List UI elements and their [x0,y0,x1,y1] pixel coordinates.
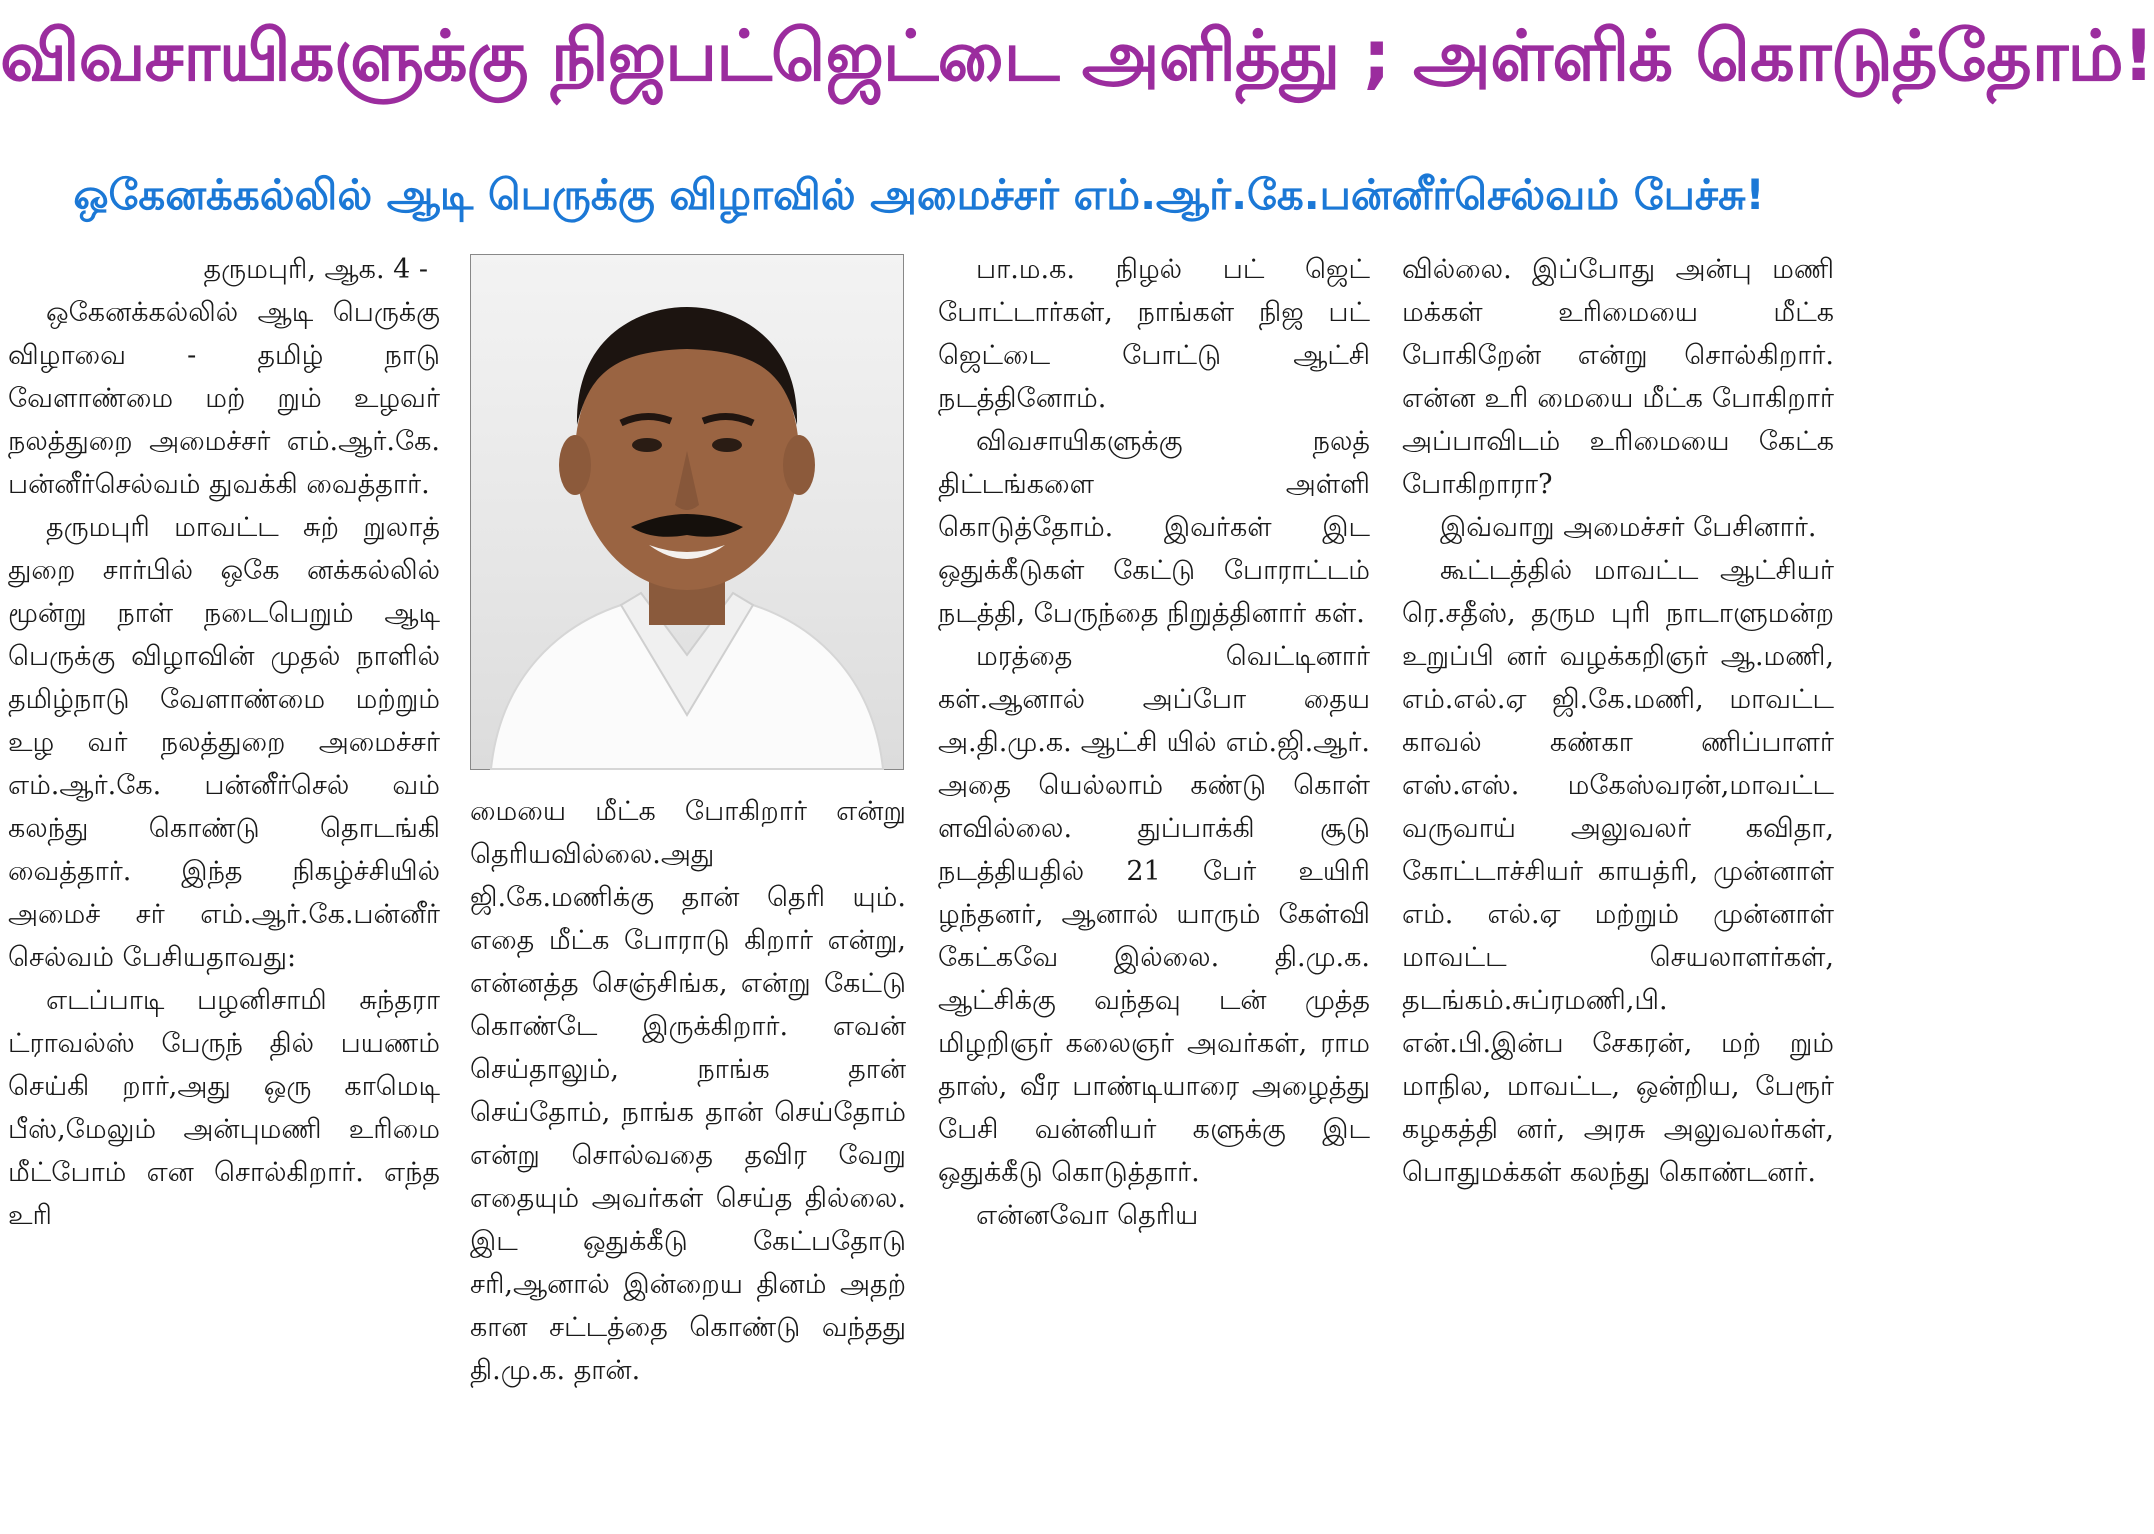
minister-photo [470,254,904,770]
paragraph: விவசாயிகளுக்கு நலத் திட்டங்களை அள்ளி கொடுத்தோம். இவர்கள் இட ஒதுக்கீடுகள் கேட்டு போராட்டம் நடத்தி, பேருந்தை நிறுத்தினார் கள். [938,426,1370,629]
headline: விவசாயிகளுக்கு நிஜபட்ஜெட்டை அளித்து ; அள்ளிக் கொடுத்தோம்! [0,15,2154,97]
article-column-1 [8,248,440,1534]
paragraph: என்னவோ தெரிய [976,1200,1199,1231]
article-column-4 [1402,248,1834,1534]
paragraph: தருமபுரி மாவட்ட சுற் றுலாத் துறை சார்பில் ஒகே னக்கல்லில் மூன்று நாள் நடைபெறும் ஆடி பெருக்கு விழாவின் முதல் நாளில் தமிழ்நாடு வேளாண்மை மற்றும் உழ வர் நலத்துறை அமைச்சர் எம்.ஆர்.கே. பன்னீர்செல் வம் கலந்து கொண்டு தொடங்கி வைத்தார். இந்த நிகழ்ச்சியில் அமைச் சர் எம்.ஆர்.கே.பன்னீர் செல்வம் பேசியதாவது: [8,512,440,973]
paragraph: மரத்தை வெட்டினார் கள்.ஆனால் அப்போ தைய அ.தி.மு.க. ஆட்சி யில் எம்.ஜி.ஆர். அதை யெல்லாம் கண்டு கொள் ளவில்லை. துப்பாக்கி சூடு நடத்தியதில் 21 பேர் உயிரி ழந்தனர், ஆனால் யாரும் கேள்வி கேட்கவே இல்லை. தி.மு.க. ஆட்சிக்கு வந்தவு டன் முத்த மிழறிஞர் கலைஞர் அவர்கள், ராம தாஸ், வீர பாண்டியாரை அழைத்து பேசி வன்னியர் களுக்கு இட ஒதுக்கீடு கொடுத்தார். [938,641,1370,1188]
paragraph: பா.ம.க. நிழல் பட் ஜெட் போட்டார்கள், நாங்கள் நிஜ பட் ஜெட்டை போட்டு ஆட்சி நடத்தினோம். [938,254,1370,414]
paragraph: ஒகேனக்கல்லில் ஆடி பெருக்கு விழாவை - தமிழ் நாடு வேளாண்மை மற் றும் உழவர் நலத்துறை அமைச்சர் எம்.ஆர்.கே. பன்னீர்செல்வம் துவக்கி வைத்தார். [8,297,440,500]
paragraph: எடப்பாடி பழனிசாமி சுந்தரா ட்ராவல்ஸ் பேருந் தில் பயணம் செய்கி றார்,அது ஒரு காமெடி பீஸ்,மேலும் அன்புமணி உரிமை மீட்போம் என சொல்கிறார். எந்த உரி [8,985,440,1231]
subheadline: ஒகேனக்கல்லில் ஆடி பெருக்கு விழாவில் அமைச்சர் எம்.ஆர்.கே.பன்னீர்செல்வம் பேச்சு! [73,170,1765,219]
dateline: தருமபுரி, ஆக. 4 - [203,254,428,285]
paragraph: மையை மீட்க போகிறார் என்று தெரியவில்லை.அது ஜி.கே.மணிக்கு தான் தெரி யும். எதை மீட்க போராடு கிறார் என்று, என்னத்த செஞ்சிங்க, என்று கேட்டு கொண்டே இருக்கிறார். எவன் செய்தாலும், நாங்க தான் செய்தோம், நாங்க தான் செய்தோம் என்று சொல்வதை தவிர வேறு எதையும் அவர்கள் செய்த தில்லை. இட ஒதுக்கீடு கேட்பதோடு சரி,ஆனால் இன்றைய தினம் அதற் கான சட்டத்தை கொண்டு வந்தது தி.மு.க. தான். [470,796,906,1386]
article-column-3 [938,248,1370,1534]
minister-portrait-icon [471,255,903,769]
paragraph: இவ்வாறு அமைச்சர் பேசினார். [1440,512,1817,543]
article-column-2 [470,790,906,1534]
paragraph: வில்லை. இப்போது அன்பு மணி மக்கள் உரிமையை மீட்க போகிறேன் என்று சொல்கிறார். என்ன உரி மையை மீட்க போகிறார் அப்பாவிடம் உரிமையை கேட்க போகிறாரா? [1402,254,1834,500]
paragraph: கூட்டத்தில் மாவட்ட ஆட்சியர் ரெ.சதீஸ், தரும புரி நாடாளுமன்ற உறுப்பி னர் வழக்கறிஞர் ஆ.மணி, எம்.எல்.ஏ ஜி.கே.மணி, மாவட்ட காவல் கண்கா ணிப்பாளர் எஸ்.எஸ். மகேஸ்வரன்,மாவட்ட வருவாய் அலுவலர் கவிதா, கோட்டாச்சியர் காயத்ரி, முன்னாள் எம். எல்.ஏ மற்றும் முன்னாள் மாவட்ட செயலாளர்கள், தடங்கம்.சுப்ரமணி,பி. என்.பி.இன்ப சேகரன், மற் றும் மாநில, மாவட்ட, ஒன்றிய, பேரூர் கழகத்தி னர், அரசு அலுவலர்கள், பொதுமக்கள் கலந்து கொண்டனர். [1402,555,1834,1188]
